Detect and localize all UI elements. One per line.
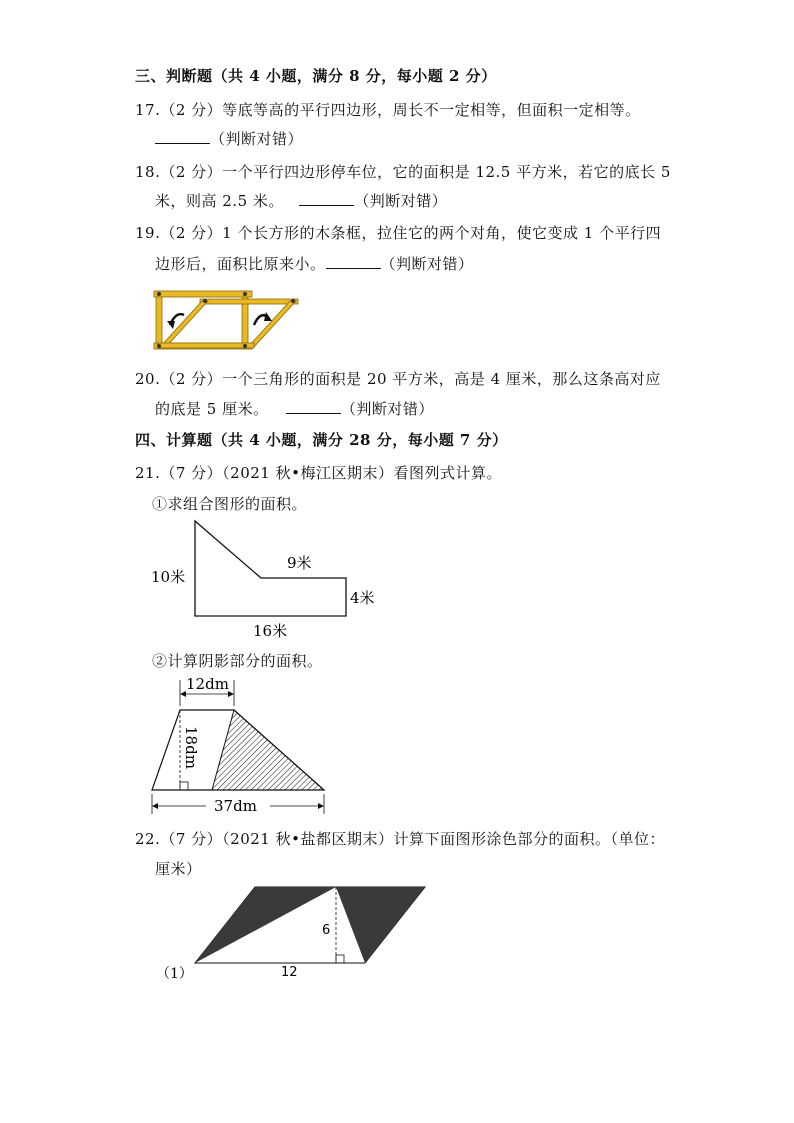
q20-tail: （判断对错） [340,400,434,418]
q22-text-1: （7 分）（2021 秋•盐都区期末）计算下面图形涂色部分的面积。（单位： [160,830,665,848]
q21-text: （7 分）（2021 秋•梅江区期末）看图列式计算。 [160,464,502,482]
section4-heading: 四、计算题（共 4 小题，满分 28 分，每小题 7 分） [135,431,508,449]
composite-shape-figure [148,518,388,643]
question-19 [135,222,661,243]
q21-sub2: ②计算阴影部分的面积。 [152,652,323,670]
question-17 [135,99,641,120]
question-20-cont [155,398,434,419]
answer-blank[interactable] [155,129,210,144]
answer-blank[interactable] [286,399,341,414]
q21-sub1: ①求组合图形的面积。 [152,495,308,513]
q22-text-2: 厘米） [155,860,202,878]
question-18 [135,161,671,182]
question-20 [135,368,661,389]
fig3-number-label: （1） [156,966,193,982]
q19-text-2: 边形后，面积比原来小。 [155,255,326,273]
q17-text: （2 分）等底等高的平行四边形，周长不一定相等，但面积一定相等。 [160,101,641,119]
q19-text-1: （2 分）1 个长方形的木条框，拉住它的两个对角，使它变成 1 个平行四 [160,224,662,242]
fig2-bottom-label: 37dm [214,797,257,815]
question-19-cont [155,253,474,274]
fig2-top-label: 12dm [186,675,229,693]
q20-number: 20. [135,370,161,388]
question-18-cont [155,190,447,211]
answer-blank[interactable] [299,191,354,206]
question-22 [135,828,665,849]
section3-heading: 三、判断题（共 4 小题，满分 8 分，每小题 2 分） [135,67,497,85]
q17-number: 17. [135,101,161,119]
trapezoid-shaded-figure [148,672,333,817]
fig3-base-label: 12 [281,965,298,980]
q17-tail: （判断对错） [210,130,304,148]
q21-number: 21. [135,464,161,482]
fig1-bottom-label: 16米 [253,622,288,640]
fig2-height-label: 18dm [182,726,200,769]
question-17-answer [155,128,303,149]
wood-frame-figure [150,285,310,355]
fig1-left-label: 10米 [151,568,186,586]
q19-number: 19. [135,224,161,242]
fig1-top-label: 9米 [287,554,312,572]
fig3-height-label: 6 [322,923,331,938]
question-21 [135,462,502,483]
q20-text-1: （2 分）一个三角形的面积是 20 平方米，高是 4 厘米，那么这条高对应 [160,370,661,388]
fig1-right-label: 4米 [350,589,375,607]
q20-text-2: 的底是 5 厘米。 [155,400,269,418]
q18-number: 18. [135,163,161,181]
q18-tail: （判断对错） [354,192,448,210]
q18-text-1: （2 分）一个平行四边形停车位，它的面积是 12.5 平方米，若它的底长 5 [160,163,671,181]
q22-number: 22. [135,830,161,848]
parallelogram-shaded-figure [150,880,435,985]
answer-blank[interactable] [326,254,381,269]
q19-tail: （判断对错） [380,255,474,273]
q18-text-2: 米，则高 2.5 米。 [155,192,284,210]
